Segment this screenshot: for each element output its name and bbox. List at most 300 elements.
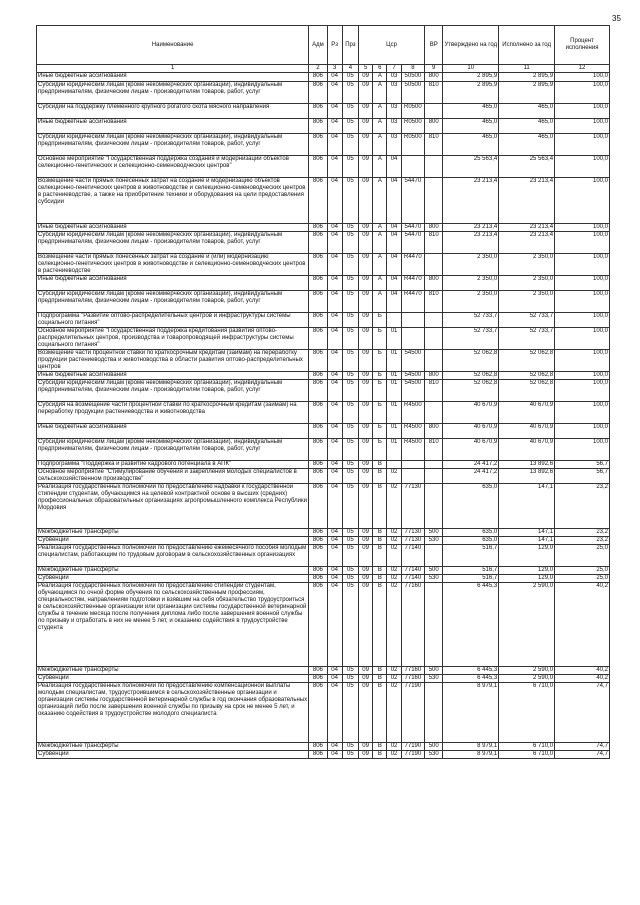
row-adm: 806	[309, 119, 327, 134]
row-csr-1: 09	[359, 350, 373, 372]
table-row	[37, 82, 610, 104]
row-name: Субсидии на поддержку племенного крупного рогатого скота мясного направления	[37, 104, 309, 119]
row-name: Реализация государственных полномочий по предоставлению ежемесячного пособия молодым специалистам, работающим по трудовым договорам в сельскохозяйственных организациях	[37, 545, 309, 567]
row-adm: 806	[309, 380, 327, 402]
row-csr-4: R4500	[401, 439, 424, 461]
row-name: Возмещение части процентной ставки по краткосрочным кредитам (займам) на переработку продукции растениеводства и животноводства в области развития оптово-распределительных центров	[37, 350, 309, 372]
row-plan: 8 979,1	[443, 751, 499, 759]
row-prz: 05	[342, 402, 358, 424]
row-plan: 40 670,9	[443, 402, 499, 424]
row-adm: 806	[309, 743, 327, 751]
row-csr-1: 09	[359, 424, 373, 439]
row-plan: 635,0	[443, 537, 499, 545]
row-percent: 100,0	[555, 232, 610, 254]
row-adm: 806	[309, 751, 327, 759]
row-csr-1: 09	[359, 254, 373, 276]
row-fact: 147,1	[499, 537, 555, 545]
row-plan: 635,0	[443, 484, 499, 529]
row-rz: 04	[327, 291, 342, 313]
row-name: Межбюджетные трансферты	[37, 743, 309, 751]
header-row	[37, 26, 610, 65]
row-csr-4	[401, 469, 424, 484]
row-vr	[425, 683, 443, 743]
row-name: Иные бюджетные ассигнования	[37, 372, 309, 380]
row-csr-2: В	[373, 484, 387, 529]
row-rz: 04	[327, 751, 342, 759]
row-csr-1: 09	[359, 575, 373, 583]
row-csr-1: 09	[359, 751, 373, 759]
row-csr-3: 04	[387, 156, 401, 178]
row-csr-2: A	[373, 232, 387, 254]
row-percent: 56,7	[555, 469, 610, 484]
row-csr-2: Б	[373, 328, 387, 350]
row-name: Возмещение части прямых понесенных затрат на создание и (или) модернизацию селекционно-генетических центров в животноводстве и селекционно-семеноводческих центров в растениеводстве	[37, 254, 309, 276]
row-prz: 05	[342, 291, 358, 313]
column-number: 1	[37, 65, 309, 73]
row-csr-4: R4470	[401, 291, 424, 313]
table-row	[37, 156, 610, 178]
row-prz: 05	[342, 119, 358, 134]
row-percent: 25,0	[555, 575, 610, 583]
row-csr-2: A	[373, 82, 387, 104]
row-vr: 810	[425, 439, 443, 461]
row-csr-1: 09	[359, 134, 373, 156]
row-prz: 05	[342, 254, 358, 276]
row-fact: 40 670,9	[499, 439, 555, 461]
row-prz: 05	[342, 380, 358, 402]
table-row	[37, 743, 610, 751]
row-csr-3: 02	[387, 667, 401, 675]
row-rz: 04	[327, 134, 342, 156]
row-rz: 04	[327, 537, 342, 545]
row-plan: 2 350,0	[443, 254, 499, 276]
row-prz: 05	[342, 575, 358, 583]
row-vr	[425, 350, 443, 372]
row-name: Межбюджетные трансферты	[37, 667, 309, 675]
row-csr-3: 03	[387, 119, 401, 134]
row-csr-3: 04	[387, 254, 401, 276]
row-name: Реализация государственных полномочий по предоставлению компенсационной выплаты молодым специалистам, трудоустроившимся в сельскохозяйственные организации и организации системы государственной ветеринарной службы в год окончания образовательных организаций либо после завершения военной службы по призыву на срок не менее 5 лет, и оказанию содействия в трудоустройстве молодого специалиста	[37, 683, 309, 743]
row-percent: 100,0	[555, 119, 610, 134]
row-prz: 05	[342, 313, 358, 328]
row-csr-1: 09	[359, 276, 373, 291]
row-percent: 23,2	[555, 529, 610, 537]
row-fact: 23 213,4	[499, 224, 555, 232]
row-csr-2: В	[373, 529, 387, 537]
row-adm: 806	[309, 82, 327, 104]
header-plan: Утверждено на год	[443, 26, 499, 65]
row-rz: 04	[327, 469, 342, 484]
row-name: Иные бюджетные ассигнования	[37, 119, 309, 134]
row-fact: 25 563,4	[499, 156, 555, 178]
row-plan: 25 563,4	[443, 156, 499, 178]
row-name: Субвенции	[37, 751, 309, 759]
row-fact: 129,0	[499, 567, 555, 575]
row-csr-4: 54470	[401, 178, 424, 224]
table-row	[37, 683, 610, 743]
row-csr-3: 02	[387, 567, 401, 575]
row-adm: 806	[309, 313, 327, 328]
row-fact: 6 710,0	[499, 751, 555, 759]
row-csr-1: 09	[359, 402, 373, 424]
table-row	[37, 73, 610, 82]
table-row	[37, 675, 610, 683]
row-name: Подпрограмма "Развитие оптово-распределительных центров и инфраструктуры системы социального питания"	[37, 313, 309, 328]
row-csr-3: 03	[387, 73, 401, 82]
row-adm: 806	[309, 254, 327, 276]
row-csr-4: 54500	[401, 350, 424, 372]
row-csr-1: 09	[359, 232, 373, 254]
column-number: 8	[401, 65, 424, 73]
row-prz: 05	[342, 134, 358, 156]
row-plan: 516,7	[443, 575, 499, 583]
row-prz: 05	[342, 178, 358, 224]
row-adm: 806	[309, 424, 327, 439]
column-number: 9	[425, 65, 443, 73]
row-csr-1: 09	[359, 439, 373, 461]
row-name: Подпрограмма "Поддержка и развитие кадрового потенциала в АПК"	[37, 461, 309, 469]
row-fact: 6 710,0	[499, 683, 555, 743]
row-csr-3: 02	[387, 529, 401, 537]
row-percent: 100,0	[555, 313, 610, 328]
row-plan: 52 733,7	[443, 328, 499, 350]
row-adm: 806	[309, 104, 327, 119]
row-adm: 806	[309, 461, 327, 469]
row-vr: 800	[425, 424, 443, 439]
row-plan: 635,0	[443, 529, 499, 537]
row-csr-3: 04	[387, 291, 401, 313]
row-csr-1: 09	[359, 82, 373, 104]
row-csr-3: 04	[387, 178, 401, 224]
row-fact: 465,0	[499, 119, 555, 134]
row-csr-2: Б	[373, 350, 387, 372]
row-percent: 100,0	[555, 276, 610, 291]
row-csr-1: 09	[359, 73, 373, 82]
row-csr-4: R4470	[401, 276, 424, 291]
row-rz: 04	[327, 575, 342, 583]
row-fact: 52 062,8	[499, 350, 555, 372]
row-vr	[425, 254, 443, 276]
row-plan: 516,7	[443, 545, 499, 567]
row-fact: 52 062,8	[499, 380, 555, 402]
row-prz: 05	[342, 743, 358, 751]
row-adm: 806	[309, 402, 327, 424]
row-prz: 05	[342, 567, 358, 575]
header-rz: Рз	[327, 26, 342, 65]
row-vr: 530	[425, 575, 443, 583]
row-prz: 05	[342, 350, 358, 372]
row-csr-3: 02	[387, 743, 401, 751]
row-csr-3: 03	[387, 82, 401, 104]
row-adm: 806	[309, 224, 327, 232]
row-prz: 05	[342, 73, 358, 82]
row-csr-1: 09	[359, 537, 373, 545]
table-row	[37, 328, 610, 350]
row-csr-2: Б	[373, 313, 387, 328]
row-csr-3: 04	[387, 276, 401, 291]
table-row	[37, 424, 610, 439]
row-plan: 6 445,3	[443, 667, 499, 675]
row-percent: 100,0	[555, 82, 610, 104]
row-csr-1: 09	[359, 583, 373, 667]
row-csr-3: 04	[387, 224, 401, 232]
row-percent: 100,0	[555, 439, 610, 461]
row-csr-2: В	[373, 567, 387, 575]
page-number: 35	[612, 14, 621, 23]
row-csr-4: 77190	[401, 683, 424, 743]
table-row	[37, 545, 610, 567]
row-prz: 05	[342, 156, 358, 178]
row-plan: 2 895,9	[443, 73, 499, 82]
row-csr-1: 09	[359, 469, 373, 484]
row-prz: 05	[342, 224, 358, 232]
row-csr-4	[401, 461, 424, 469]
row-vr: 810	[425, 380, 443, 402]
row-name: Субсидии юридическим лицам (кроме некоммерческих организаций), индивидуальным предпринимателям, физическим лицам - производителям товаров, работ, услуг	[37, 232, 309, 254]
row-csr-4: R4470	[401, 254, 424, 276]
row-adm: 806	[309, 328, 327, 350]
row-percent: 100,0	[555, 254, 610, 276]
row-csr-4: 77130	[401, 484, 424, 529]
row-csr-1: 09	[359, 743, 373, 751]
row-vr	[425, 313, 443, 328]
row-name: Иные бюджетные ассигнования	[37, 424, 309, 439]
row-csr-3: 01	[387, 424, 401, 439]
row-rz: 04	[327, 461, 342, 469]
column-number: 6	[373, 65, 387, 73]
row-name: Иные бюджетные ассигнования	[37, 276, 309, 291]
header-percent: Процент исполнения	[555, 26, 610, 65]
row-csr-4: 77140	[401, 575, 424, 583]
row-fact: 52 733,7	[499, 328, 555, 350]
row-csr-3: 02	[387, 683, 401, 743]
row-percent: 40,2	[555, 667, 610, 675]
row-adm: 806	[309, 276, 327, 291]
row-rz: 04	[327, 224, 342, 232]
row-csr-4	[401, 313, 424, 328]
column-number-row	[37, 65, 610, 73]
row-csr-1: 09	[359, 328, 373, 350]
table-row	[37, 276, 610, 291]
row-plan: 516,7	[443, 567, 499, 575]
row-adm: 806	[309, 372, 327, 380]
row-csr-3: 02	[387, 537, 401, 545]
row-fact: 2 350,0	[499, 254, 555, 276]
row-csr-2: В	[373, 675, 387, 683]
row-prz: 05	[342, 276, 358, 291]
row-rz: 04	[327, 350, 342, 372]
row-csr-4: R0500	[401, 119, 424, 134]
row-csr-4: R4500	[401, 424, 424, 439]
table-row	[37, 119, 610, 134]
header-name: Наименование	[37, 26, 309, 65]
row-fact: 129,0	[499, 575, 555, 583]
row-name: Реализация государственных полномочий по предоставлению надбавки к государственной стипендии студентам, обучающимся на целевой контрактной основе в высших (средних) профессиональных образовательных организациях агропромышленного комплекса Республики Мордовия	[37, 484, 309, 529]
row-csr-2: A	[373, 73, 387, 82]
row-percent: 23,2	[555, 537, 610, 545]
row-csr-3: 01	[387, 380, 401, 402]
row-vr	[425, 484, 443, 529]
row-csr-3: 03	[387, 134, 401, 156]
row-plan: 2 350,0	[443, 291, 499, 313]
row-csr-2: A	[373, 119, 387, 134]
column-number: 4	[342, 65, 358, 73]
table-row	[37, 484, 610, 529]
row-name: Иные бюджетные ассигнования	[37, 73, 309, 82]
row-prz: 05	[342, 537, 358, 545]
row-percent: 100,0	[555, 224, 610, 232]
header-csr: Цср	[359, 26, 425, 65]
row-prz: 05	[342, 667, 358, 675]
row-rz: 04	[327, 743, 342, 751]
row-fact: 2 895,9	[499, 82, 555, 104]
row-csr-4: 77190	[401, 743, 424, 751]
row-rz: 04	[327, 178, 342, 224]
row-csr-3	[387, 313, 401, 328]
row-fact: 23 213,4	[499, 178, 555, 224]
table-row	[37, 667, 610, 675]
row-plan: 24 417,2	[443, 461, 499, 469]
row-adm: 806	[309, 469, 327, 484]
column-number: 10	[443, 65, 499, 73]
row-name: Субсидии юридическим лицам (кроме некоммерческих организаций), индивидуальным предпринимателям, физическим лицам - производителям товаров, работ, услуг	[37, 291, 309, 313]
row-name: Субсидии юридическим лицам (кроме некоммерческих организаций), индивидуальным предпринимателям, физическим лицам - производителям товаров, работ, услуг	[37, 439, 309, 461]
row-csr-1: 09	[359, 380, 373, 402]
row-rz: 04	[327, 424, 342, 439]
row-csr-3: 03	[387, 104, 401, 119]
row-csr-4	[401, 328, 424, 350]
row-csr-4: 77130	[401, 537, 424, 545]
row-prz: 05	[342, 104, 358, 119]
row-csr-4: R0500	[401, 134, 424, 156]
row-adm: 806	[309, 683, 327, 743]
row-name: Иные бюджетные ассигнования	[37, 224, 309, 232]
row-rz: 04	[327, 276, 342, 291]
row-prz: 05	[342, 439, 358, 461]
table-row	[37, 178, 610, 224]
row-rz: 04	[327, 104, 342, 119]
row-csr-1: 09	[359, 675, 373, 683]
row-csr-2: Б	[373, 402, 387, 424]
row-plan: 465,0	[443, 134, 499, 156]
row-csr-3: 01	[387, 350, 401, 372]
row-plan: 52 062,8	[443, 350, 499, 372]
row-csr-4: 77190	[401, 751, 424, 759]
row-prz: 05	[342, 484, 358, 529]
row-plan: 52 733,7	[443, 313, 499, 328]
row-plan: 6 445,3	[443, 583, 499, 667]
row-name: Реализация государственных полномочий по предоставлению стипендии студентам, обучающимся по очной форме обучения по сельскохозяйственным профессиям, специальностям, направлениям подготовки и взявшим на себя обязательство трудоустроиться в сельскохозяйственные организации или организации системы государственной ветеринарной службы в течение месяца после получения диплома либо после завершения военной службы по призыву и отработать в них не менее 5 лет, и оказанию содействия в трудоустройстве студента	[37, 583, 309, 667]
row-csr-4: R4500	[401, 402, 424, 424]
row-vr	[425, 402, 443, 424]
row-vr	[425, 156, 443, 178]
row-rz: 04	[327, 583, 342, 667]
row-percent: 100,0	[555, 178, 610, 224]
row-percent: 40,2	[555, 583, 610, 667]
row-vr: 810	[425, 134, 443, 156]
table-row	[37, 232, 610, 254]
budget-table	[36, 25, 610, 759]
row-csr-3: 02	[387, 675, 401, 683]
row-adm: 806	[309, 291, 327, 313]
row-fact: 2 590,0	[499, 667, 555, 675]
row-vr	[425, 583, 443, 667]
row-rz: 04	[327, 567, 342, 575]
table-row	[37, 439, 610, 461]
table-row	[37, 291, 610, 313]
row-csr-2: В	[373, 469, 387, 484]
table-row	[37, 567, 610, 575]
row-vr: 810	[425, 232, 443, 254]
row-adm: 806	[309, 567, 327, 575]
header-fact: Исполнено за год	[499, 26, 555, 65]
row-fact: 52 733,7	[499, 313, 555, 328]
row-fact: 6 710,0	[499, 743, 555, 751]
row-vr: 800	[425, 119, 443, 134]
row-percent: 56,7	[555, 461, 610, 469]
row-prz: 05	[342, 424, 358, 439]
row-prz: 05	[342, 328, 358, 350]
row-plan: 8 979,1	[443, 743, 499, 751]
row-prz: 05	[342, 683, 358, 743]
row-csr-2: В	[373, 667, 387, 675]
row-prz: 05	[342, 583, 358, 667]
row-csr-1: 09	[359, 104, 373, 119]
table-row	[37, 751, 610, 759]
row-rz: 04	[327, 254, 342, 276]
row-name: Основное мероприятие "Стимулирование обучения и закрепления молодых специалистов в сельскохозяйственном производстве"	[37, 469, 309, 484]
row-name: Субсидии юридическим лицам (кроме некоммерческих организаций), индивидуальным предпринимателям, физическим лицам - производителям товаров, работ, услуг	[37, 82, 309, 104]
row-vr: 500	[425, 529, 443, 537]
row-csr-2: Б	[373, 380, 387, 402]
row-csr-1: 09	[359, 567, 373, 575]
row-percent: 74,7	[555, 683, 610, 743]
row-percent: 23,2	[555, 484, 610, 529]
row-rz: 04	[327, 484, 342, 529]
row-vr	[425, 104, 443, 119]
row-csr-4: 54500	[401, 380, 424, 402]
table-row	[37, 461, 610, 469]
row-percent: 74,7	[555, 743, 610, 751]
row-prz: 05	[342, 82, 358, 104]
row-plan: 6 445,3	[443, 675, 499, 683]
row-csr-1: 09	[359, 313, 373, 328]
row-plan: 40 670,9	[443, 424, 499, 439]
row-csr-2: В	[373, 545, 387, 567]
row-percent: 100,0	[555, 156, 610, 178]
row-fact: 147,1	[499, 529, 555, 537]
row-percent: 25,0	[555, 545, 610, 567]
row-percent: 74,7	[555, 751, 610, 759]
row-plan: 24 417,2	[443, 469, 499, 484]
row-vr: 530	[425, 537, 443, 545]
row-plan: 23 213,4	[443, 178, 499, 224]
row-csr-2: В	[373, 575, 387, 583]
row-vr: 810	[425, 82, 443, 104]
row-csr-1: 09	[359, 224, 373, 232]
row-csr-3: 02	[387, 575, 401, 583]
row-plan: 2 350,0	[443, 276, 499, 291]
row-csr-2: A	[373, 224, 387, 232]
row-adm: 806	[309, 545, 327, 567]
row-adm: 806	[309, 529, 327, 537]
table-row	[37, 529, 610, 537]
row-rz: 04	[327, 545, 342, 567]
row-fact: 13 892,6	[499, 469, 555, 484]
row-csr-1: 09	[359, 683, 373, 743]
row-vr: 500	[425, 567, 443, 575]
header-adm: Адм	[309, 26, 327, 65]
